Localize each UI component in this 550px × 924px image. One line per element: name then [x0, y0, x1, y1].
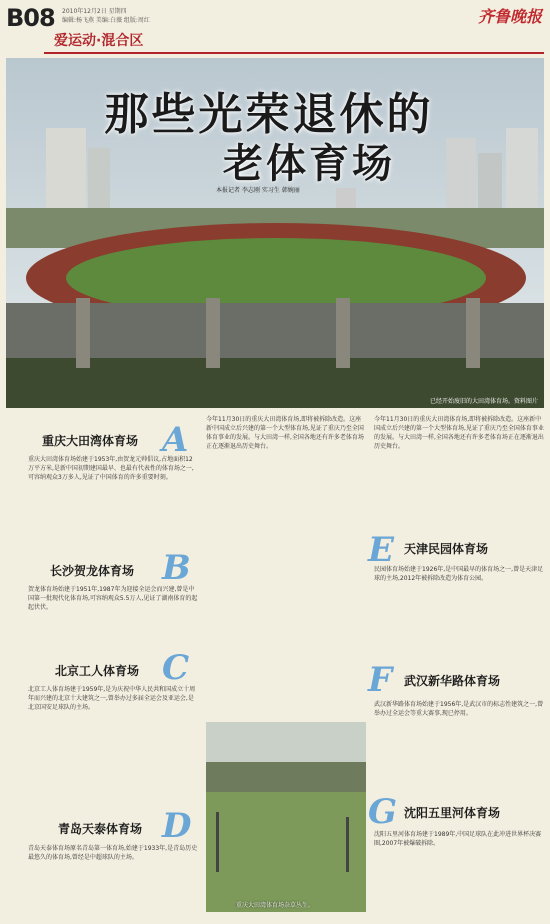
heading-d: 青岛天泰体育场	[58, 822, 143, 836]
article-g-text: 沈阳五里河体育场建于1989年,中国足球队在此冲进世界杯决赛圈,2007年被爆破拆除。	[374, 831, 542, 847]
page-header	[0, 0, 550, 56]
article-d-text: 青岛天泰体育场原名青岛第一体育场,始建于1933年,是青岛历史最悠久的体育场,曾经是中超球队的主场。	[28, 845, 198, 861]
heading-a: 重庆大田湾体育场	[42, 434, 139, 448]
letter-e: E	[368, 530, 394, 570]
letter-f: F	[368, 660, 393, 700]
byline: 本报记者 李志刚 实习生 韩婉丽	[216, 187, 300, 194]
heading-f: 武汉新华路体育场	[404, 674, 501, 688]
article-b-text: 贺龙体育场始建于1951年,1987年为迎接全运会而兴建,曾是中国第一批现代化体育场,可容纳观众5.5万人,见证了湖南体育的起起伏伏。	[28, 586, 198, 611]
heading-g: 沈阳五里河体育场	[404, 806, 501, 820]
article-c-text: 北京工人体育场建于1959年,是为庆祝中华人民共和国成立十周年而兴建的北京十大建筑之一,曾举办过多届全运会及亚运会,是北京国安足球队的主场。	[28, 686, 196, 711]
article-e-text: 民园体育场始建于1926年,是中国最早的体育场之一,曾是天津足球的主场,2012年被拆除改造为体育公园。	[374, 566, 544, 582]
section-title: 爱运动·混合区	[54, 33, 144, 49]
headline-line-1: 那些光荣退休的	[104, 89, 434, 140]
hero-caption: 已经开始废旧的大田湾体育场。资料图片	[429, 398, 538, 405]
letter-a: A	[162, 420, 189, 460]
overgrown-field-photo	[206, 722, 366, 912]
heading-b: 长沙贺龙体育场	[50, 564, 135, 578]
heading-c: 北京工人体育场	[55, 664, 140, 678]
header-rule	[44, 52, 544, 54]
page-number: B08	[6, 4, 55, 32]
letter-d: D	[162, 806, 192, 846]
right-intro-text: 今年11月30日的重庆大田湾体育场,即将被拆除改造。这座新中国成立后兴建的第一个大型体育场,见证了重庆乃至全国体育事业的发展。与大田湾一样,全国各地还有许多老体育场正在逐渐退出历史舞台。	[374, 416, 544, 450]
letter-c: C	[162, 648, 190, 688]
issue-date: 2010年12月2日 星期四	[62, 8, 127, 15]
letter-g: G	[368, 792, 398, 832]
article-a-text: 重庆大田湾体育场始建于1953年,由贺龙元帅倡议,占地面积12万平方米,是新中国初期建国最早、也最有代表性的体育场之一,可容纳观众3万多人,见证了中国体育的许多重要时刻。	[28, 456, 194, 481]
letter-b: B	[162, 548, 191, 588]
photo2-caption: 重庆大田湾体育场杂草丛生。	[236, 902, 315, 909]
editor-credits: 编辑:杨飞燕 美编:白薇 组版:周红	[62, 17, 150, 24]
center-article-text: 今年11月30日的重庆大田湾体育场,即将被拆除改造。这座新中国成立后兴建的第一个大型体育场,见证了重庆乃至全国体育事业的发展。与大田湾一样,全国各地还有许多老体育场正在逐渐退出历史舞台。	[206, 416, 364, 450]
headline-line-2: 老体育场	[223, 141, 395, 187]
article-f-text: 武汉新华路体育场始建于1956年,是武汉市的标志性建筑之一,曾举办过全运会等重大赛事,现已停用。	[374, 701, 544, 717]
newspaper-logo: 齐鲁晚报	[477, 7, 542, 26]
heading-e: 天津民园体育场	[404, 542, 489, 556]
